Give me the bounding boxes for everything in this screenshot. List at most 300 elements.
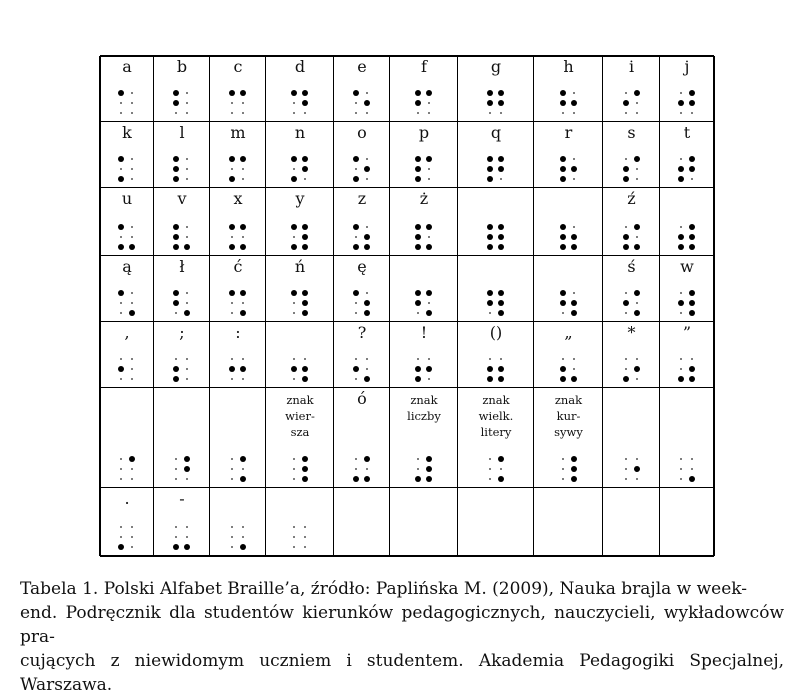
empty-dot — [636, 102, 638, 104]
empty-dot — [625, 468, 627, 470]
raised-dot — [291, 90, 297, 96]
empty-dot — [428, 302, 430, 304]
raised-dot — [487, 300, 493, 306]
empty-dot — [500, 178, 502, 180]
raised-dot — [302, 466, 308, 472]
empty-dot — [231, 468, 233, 470]
braille-alphabet-table — [100, 56, 714, 556]
braille-cell — [603, 188, 660, 256]
raised-dot — [498, 476, 504, 482]
braille-cell — [534, 256, 603, 322]
braille-dots — [229, 524, 247, 550]
empty-dot — [242, 178, 244, 180]
empty-dot — [242, 302, 244, 304]
raised-dot — [623, 166, 629, 172]
raised-dot — [173, 544, 179, 550]
braille-cell — [266, 188, 334, 256]
raised-dot — [364, 166, 370, 172]
braille-cell — [334, 188, 390, 256]
empty-dot — [131, 178, 133, 180]
empty-dot — [175, 468, 177, 470]
empty-dot — [231, 112, 233, 114]
braille-dots — [353, 156, 371, 182]
raised-dot — [415, 224, 421, 230]
braille-dots — [173, 224, 191, 250]
braille-cell-label: znak liczby — [407, 393, 441, 423]
empty-dot — [131, 102, 133, 104]
empty-dot — [120, 312, 122, 314]
braille-dots — [487, 356, 505, 382]
empty-dot — [131, 536, 133, 538]
braille-cell-label: x — [233, 189, 243, 208]
empty-dot — [500, 468, 502, 470]
empty-dot — [355, 468, 357, 470]
braille-cell — [390, 56, 458, 122]
braille-cell-label: o — [357, 123, 367, 142]
raised-dot — [364, 310, 370, 316]
empty-dot — [242, 112, 244, 114]
braille-cell — [266, 256, 334, 322]
braille-cell — [390, 488, 458, 556]
raised-dot — [426, 290, 432, 296]
empty-dot — [636, 478, 638, 480]
braille-cell-label: ! — [420, 323, 428, 342]
raised-dot — [364, 234, 370, 240]
braille-cell-label: k — [122, 123, 132, 142]
raised-dot — [229, 90, 235, 96]
empty-dot — [231, 478, 233, 480]
raised-dot — [129, 310, 135, 316]
raised-dot — [302, 476, 308, 482]
braille-cell-label: t — [683, 123, 691, 142]
braille-cell-label: v — [177, 189, 187, 208]
empty-dot — [355, 312, 357, 314]
empty-dot — [366, 158, 368, 160]
empty-dot — [366, 368, 368, 370]
raised-dot — [571, 100, 577, 106]
raised-dot — [426, 156, 432, 162]
empty-dot — [366, 358, 368, 360]
empty-dot — [573, 368, 575, 370]
braille-cell — [534, 56, 603, 122]
braille-dots — [291, 224, 309, 250]
braille-cell — [100, 388, 154, 488]
raised-dot — [560, 156, 566, 162]
braille-cell — [210, 256, 266, 322]
empty-dot — [355, 358, 357, 360]
braille-dots — [487, 290, 505, 316]
empty-dot — [131, 158, 133, 160]
raised-dot — [571, 300, 577, 306]
raised-dot — [353, 224, 359, 230]
braille-cell — [334, 488, 390, 556]
raised-dot — [302, 166, 308, 172]
empty-dot — [562, 478, 564, 480]
empty-dot — [428, 102, 430, 104]
caption-line-1: Tabela 1. Polski Alfabet Braille’a, źródło: Paplińska M. (2009), Nauka brajla w week- — [20, 579, 748, 599]
braille-cell — [458, 56, 534, 122]
raised-dot — [689, 100, 695, 106]
empty-dot — [573, 358, 575, 360]
raised-dot — [229, 366, 235, 372]
braille-cell — [100, 322, 154, 388]
braille-cell — [154, 388, 210, 488]
raised-dot — [364, 456, 370, 462]
raised-dot — [487, 244, 493, 250]
raised-dot — [623, 100, 629, 106]
raised-dot — [415, 366, 421, 372]
braille-cell — [390, 188, 458, 256]
empty-dot — [231, 312, 233, 314]
raised-dot — [560, 244, 566, 250]
braille-cell — [266, 388, 334, 488]
raised-dot — [426, 224, 432, 230]
braille-dots — [560, 224, 578, 250]
braille-cell — [266, 122, 334, 188]
braille-cell-label: p — [418, 123, 430, 142]
braille-dots — [291, 456, 309, 482]
braille-dots — [118, 356, 136, 382]
raised-dot — [560, 234, 566, 240]
raised-dot — [678, 244, 684, 250]
empty-dot — [293, 458, 295, 460]
empty-dot — [186, 302, 188, 304]
empty-dot — [417, 312, 419, 314]
caption-line-3: cujących z niewidomym uczniem i studentem. Akademia Pedagogiki Specjalnej, Warszawa. — [20, 651, 784, 695]
raised-dot — [240, 366, 246, 372]
braille-dots — [118, 90, 136, 116]
empty-dot — [186, 536, 188, 538]
braille-cell — [210, 188, 266, 256]
table-caption — [20, 577, 784, 697]
raised-dot — [353, 244, 359, 250]
raised-dot — [487, 234, 493, 240]
braille-cell-label: ó — [357, 389, 367, 408]
braille-dots — [229, 224, 247, 250]
raised-dot — [184, 466, 190, 472]
raised-dot — [302, 376, 308, 382]
braille-dots — [118, 224, 136, 250]
raised-dot — [426, 90, 432, 96]
raised-dot — [173, 90, 179, 96]
raised-dot — [634, 224, 640, 230]
braille-dots — [353, 290, 371, 316]
raised-dot — [415, 100, 421, 106]
empty-dot — [131, 292, 133, 294]
braille-dots — [678, 224, 696, 250]
raised-dot — [498, 376, 504, 382]
empty-dot — [428, 358, 430, 360]
empty-dot — [489, 478, 491, 480]
braille-cell-label: c — [233, 57, 243, 76]
raised-dot — [498, 166, 504, 172]
braille-cell-label: ą — [122, 257, 132, 276]
raised-dot — [229, 244, 235, 250]
raised-dot — [623, 376, 629, 382]
raised-dot — [118, 290, 124, 296]
raised-dot — [634, 366, 640, 372]
raised-dot — [571, 466, 577, 472]
raised-dot — [487, 290, 493, 296]
raised-dot — [498, 456, 504, 462]
raised-dot — [240, 90, 246, 96]
empty-dot — [562, 112, 564, 114]
empty-dot — [186, 358, 188, 360]
raised-dot — [302, 366, 308, 372]
raised-dot — [571, 476, 577, 482]
braille-dots — [487, 456, 505, 482]
raised-dot — [426, 310, 432, 316]
raised-dot — [498, 234, 504, 240]
empty-dot — [366, 468, 368, 470]
empty-dot — [186, 378, 188, 380]
raised-dot — [291, 156, 297, 162]
raised-dot — [302, 456, 308, 462]
raised-dot — [571, 234, 577, 240]
empty-dot — [293, 468, 295, 470]
raised-dot — [240, 244, 246, 250]
braille-cell — [100, 56, 154, 122]
raised-dot — [415, 290, 421, 296]
braille-dots — [229, 156, 247, 182]
braille-cell-label: r — [564, 123, 573, 142]
braille-cell — [154, 122, 210, 188]
raised-dot — [634, 244, 640, 250]
raised-dot — [302, 310, 308, 316]
braille-cell-label: u — [121, 189, 133, 208]
empty-dot — [293, 546, 295, 548]
empty-dot — [186, 292, 188, 294]
raised-dot — [184, 310, 190, 316]
empty-dot — [242, 536, 244, 538]
raised-dot — [426, 456, 432, 462]
raised-dot — [184, 456, 190, 462]
braille-cell — [154, 256, 210, 322]
empty-dot — [625, 358, 627, 360]
empty-dot — [231, 168, 233, 170]
braille-cell — [210, 488, 266, 556]
empty-dot — [573, 92, 575, 94]
braille-cell — [334, 388, 390, 488]
braille-cell — [210, 322, 266, 388]
empty-dot — [293, 102, 295, 104]
braille-cell — [390, 122, 458, 188]
empty-dot — [366, 92, 368, 94]
empty-dot — [131, 358, 133, 360]
braille-cell — [390, 388, 458, 488]
braille-cell — [534, 122, 603, 188]
raised-dot — [415, 234, 421, 240]
raised-dot — [240, 476, 246, 482]
raised-dot — [291, 224, 297, 230]
raised-dot — [415, 166, 421, 172]
raised-dot — [173, 234, 179, 240]
empty-dot — [231, 302, 233, 304]
empty-dot — [636, 168, 638, 170]
braille-dots — [173, 90, 191, 116]
braille-cell-label: znak wier- sza — [285, 393, 315, 439]
raised-dot — [229, 176, 235, 182]
braille-dots — [229, 456, 247, 482]
braille-dots — [415, 456, 433, 482]
braille-cell — [100, 256, 154, 322]
empty-dot — [625, 292, 627, 294]
empty-dot — [489, 312, 491, 314]
braille-cell — [458, 122, 534, 188]
empty-dot — [131, 468, 133, 470]
braille-dots — [415, 224, 433, 250]
empty-dot — [175, 458, 177, 460]
raised-dot — [173, 366, 179, 372]
empty-dot — [131, 236, 133, 238]
empty-dot — [131, 546, 133, 548]
raised-dot — [487, 376, 493, 382]
empty-dot — [417, 112, 419, 114]
braille-cell — [603, 122, 660, 188]
braille-cell-label: b — [176, 57, 188, 76]
braille-cell-label: ż — [419, 189, 429, 208]
raised-dot — [302, 234, 308, 240]
empty-dot — [680, 468, 682, 470]
braille-dots — [291, 156, 309, 182]
raised-dot — [353, 476, 359, 482]
raised-dot — [173, 100, 179, 106]
raised-dot — [302, 100, 308, 106]
braille-dots — [353, 456, 371, 482]
raised-dot — [291, 290, 297, 296]
raised-dot — [118, 224, 124, 230]
raised-dot — [560, 100, 566, 106]
raised-dot — [498, 290, 504, 296]
braille-cell-label: j — [684, 57, 690, 76]
empty-dot — [625, 92, 627, 94]
empty-dot — [355, 378, 357, 380]
raised-dot — [498, 224, 504, 230]
empty-dot — [131, 92, 133, 94]
braille-dots — [173, 456, 191, 482]
raised-dot — [118, 244, 124, 250]
braille-cell — [266, 488, 334, 556]
raised-dot — [364, 100, 370, 106]
raised-dot — [571, 310, 577, 316]
raised-dot — [498, 366, 504, 372]
raised-dot — [118, 176, 124, 182]
raised-dot — [353, 290, 359, 296]
raised-dot — [498, 300, 504, 306]
braille-cell — [458, 388, 534, 488]
empty-dot — [131, 526, 133, 528]
raised-dot — [498, 244, 504, 250]
empty-dot — [186, 158, 188, 160]
empty-dot — [680, 312, 682, 314]
empty-dot — [175, 312, 177, 314]
empty-dot — [120, 236, 122, 238]
raised-dot — [364, 376, 370, 382]
empty-dot — [131, 478, 133, 480]
braille-cell-label: l — [179, 123, 185, 142]
braille-dots — [291, 90, 309, 116]
empty-dot — [120, 526, 122, 528]
raised-dot — [487, 366, 493, 372]
empty-dot — [680, 226, 682, 228]
raised-dot — [229, 156, 235, 162]
raised-dot — [291, 366, 297, 372]
braille-cell — [534, 488, 603, 556]
braille-dots — [291, 290, 309, 316]
empty-dot — [428, 236, 430, 238]
raised-dot — [498, 156, 504, 162]
raised-dot — [634, 310, 640, 316]
braille-dots — [560, 356, 578, 382]
raised-dot — [678, 300, 684, 306]
braille-cell — [154, 488, 210, 556]
empty-dot — [691, 358, 693, 360]
empty-dot — [186, 526, 188, 528]
raised-dot — [353, 176, 359, 182]
braille-cell — [603, 488, 660, 556]
raised-dot — [291, 244, 297, 250]
raised-dot — [623, 234, 629, 240]
empty-dot — [625, 158, 627, 160]
empty-dot — [120, 478, 122, 480]
empty-dot — [231, 102, 233, 104]
empty-dot — [231, 536, 233, 538]
braille-dots — [487, 224, 505, 250]
raised-dot — [634, 156, 640, 162]
raised-dot — [678, 100, 684, 106]
empty-dot — [355, 236, 357, 238]
raised-dot — [487, 100, 493, 106]
braille-cell — [534, 322, 603, 388]
empty-dot — [186, 226, 188, 228]
raised-dot — [415, 376, 421, 382]
empty-dot — [573, 178, 575, 180]
empty-dot — [186, 112, 188, 114]
empty-dot — [120, 168, 122, 170]
empty-dot — [120, 458, 122, 460]
braille-cell — [266, 56, 334, 122]
empty-dot — [131, 378, 133, 380]
raised-dot — [678, 176, 684, 182]
raised-dot — [173, 166, 179, 172]
braille-cell — [660, 122, 714, 188]
raised-dot — [560, 176, 566, 182]
raised-dot — [364, 476, 370, 482]
empty-dot — [417, 468, 419, 470]
braille-dots — [353, 224, 371, 250]
empty-dot — [120, 102, 122, 104]
raised-dot — [415, 176, 421, 182]
braille-cell-label: s — [627, 123, 636, 142]
raised-dot — [240, 224, 246, 230]
empty-dot — [489, 112, 491, 114]
empty-dot — [428, 112, 430, 114]
braille-cell — [458, 256, 534, 322]
raised-dot — [560, 300, 566, 306]
empty-dot — [231, 526, 233, 528]
empty-dot — [500, 112, 502, 114]
raised-dot — [571, 376, 577, 382]
raised-dot — [689, 244, 695, 250]
braille-dots — [560, 90, 578, 116]
raised-dot — [634, 90, 640, 96]
braille-cell-label: znak kur- sywy — [554, 393, 583, 439]
braille-cell — [458, 188, 534, 256]
braille-dots — [678, 356, 696, 382]
raised-dot — [364, 244, 370, 250]
empty-dot — [680, 478, 682, 480]
empty-dot — [489, 358, 491, 360]
